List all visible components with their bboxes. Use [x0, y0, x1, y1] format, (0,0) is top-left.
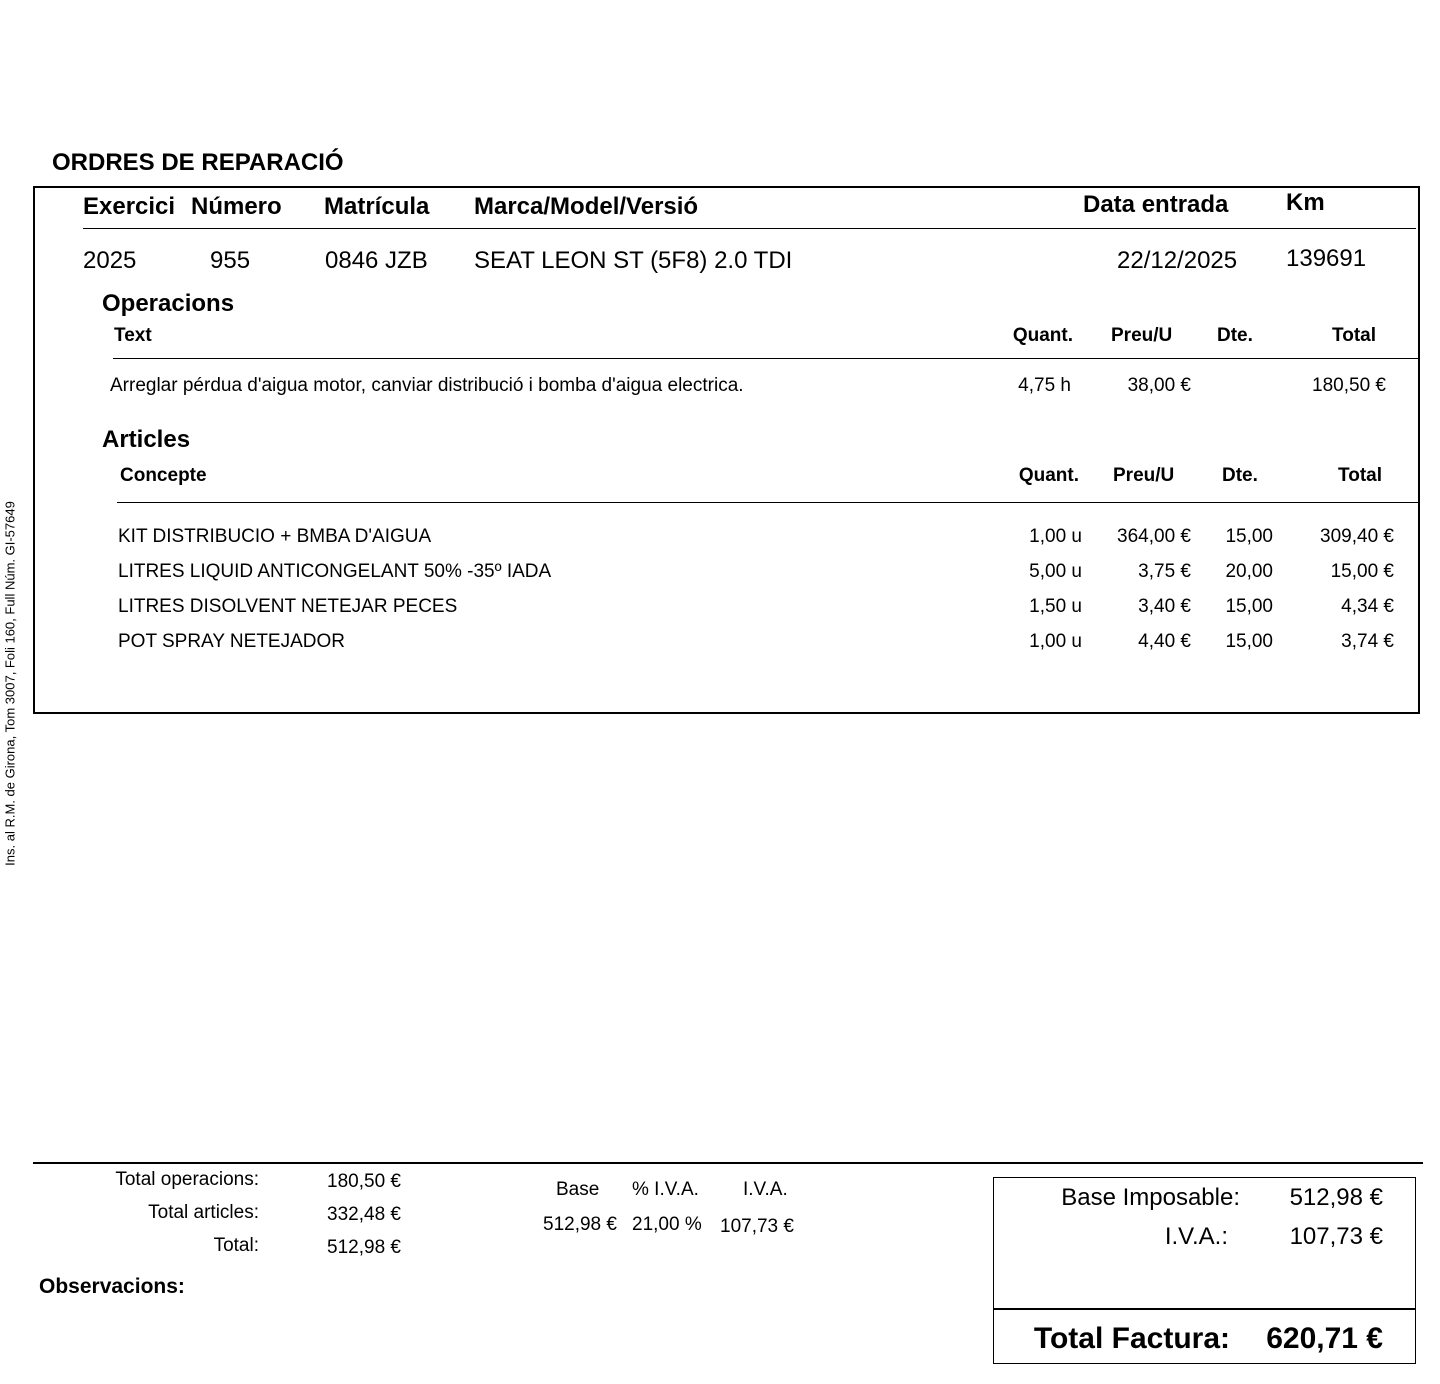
operacions-row-preu: 38,00 €: [1127, 375, 1191, 396]
vehicle-header-rule: [83, 228, 1416, 229]
total-articles-value: 332,48 €: [327, 1204, 401, 1225]
articles-title: Articles: [102, 426, 191, 453]
total-operacions-label: Total operacions:: [115, 1169, 259, 1190]
operacions-row-quant: 4,75 h: [1018, 375, 1071, 396]
iva-summary-value: 107,73 €: [1289, 1223, 1383, 1250]
article-total: 15,00 €: [1330, 561, 1394, 582]
article-concepte: KIT DISTRIBUCIO + BMBA D'AIGUA: [118, 526, 432, 547]
article-preu: 3,75 €: [1138, 561, 1191, 582]
article-preu: 364,00 €: [1117, 526, 1191, 547]
operacions-header-total: Total: [1332, 325, 1376, 346]
value-numero: 955: [210, 247, 251, 274]
article-dte: 15,00: [1225, 631, 1273, 652]
operacions-row-text: Arreglar pérdua d'aigua motor, canviar distribució i bomba d'aigua electrica.: [110, 375, 744, 396]
articles-header-concepte: Concepte: [120, 465, 207, 486]
value-marca: SEAT LEON ST (5F8) 2.0 TDI: [474, 247, 793, 274]
value-data-entrada: 22/12/2025: [1117, 247, 1238, 274]
observacions-label: Observacions:: [39, 1275, 185, 1298]
iva-value-pct: 21,00 %: [632, 1214, 702, 1235]
operacions-header-text: Text: [114, 325, 152, 346]
operacions-row-total: 180,50 €: [1312, 375, 1386, 396]
article-quant: 1,00 u: [1029, 526, 1082, 547]
articles-header-dte: Dte.: [1222, 465, 1258, 486]
total-operacions-value: 180,50 €: [327, 1171, 401, 1192]
article-concepte: LITRES LIQUID ANTICONGELANT 50% -35º IADA: [118, 561, 552, 582]
article-concepte: LITRES DISOLVENT NETEJAR PECES: [118, 596, 458, 617]
iva-summary-label: I.V.A.:: [1164, 1223, 1228, 1250]
operacions-title: Operacions: [102, 290, 235, 317]
iva-value-base: 512,98 €: [543, 1214, 617, 1235]
article-dte: 20,00: [1225, 561, 1273, 582]
base-imposable-value: 512,98 €: [1289, 1184, 1383, 1211]
total-label: Total:: [213, 1235, 259, 1256]
article-quant: 5,00 u: [1029, 561, 1082, 582]
article-total: 309,40 €: [1320, 526, 1394, 547]
base-imposable-label: Base Imposable:: [1061, 1184, 1240, 1211]
article-dte: 15,00: [1225, 596, 1273, 617]
header-data-entrada: Data entrada: [1083, 191, 1229, 218]
articles-header-total: Total: [1338, 465, 1382, 486]
iva-value-iva: 107,73 €: [720, 1216, 794, 1237]
header-marca: Marca/Model/Versió: [474, 193, 699, 220]
header-exercici: Exercici: [83, 193, 176, 220]
articles-header-preu: Preu/U: [1113, 465, 1175, 486]
article-total: 4,34 €: [1341, 596, 1394, 617]
operacions-header-quant: Quant.: [1012, 325, 1073, 346]
value-km: 139691: [1286, 245, 1367, 272]
total-factura-value: 620,71 €: [1266, 1322, 1383, 1355]
value-exercici: 2025: [83, 247, 137, 274]
operacions-header-preu: Preu/U: [1111, 325, 1173, 346]
articles-header-rule: [117, 502, 1420, 503]
value-matricula: 0846 JZB: [325, 247, 428, 274]
registry-note: Ins. al R.M. de Girona, Tom 3007, Foli 160, Full Núm. GI-57649: [2, 501, 18, 866]
header-matricula: Matrícula: [324, 193, 430, 220]
iva-header-iva: I.V.A.: [743, 1179, 788, 1200]
footer-rule: [33, 1162, 1423, 1164]
article-total: 3,74 €: [1341, 631, 1394, 652]
articles-header-quant: Quant.: [1018, 465, 1079, 486]
article-preu: 4,40 €: [1138, 631, 1191, 652]
total-articles-label: Total articles:: [148, 1202, 259, 1223]
page-title: ORDRES DE REPARACIÓ: [52, 149, 344, 176]
article-quant: 1,00 u: [1029, 631, 1082, 652]
operacions-header-dte: Dte.: [1217, 325, 1253, 346]
header-km: Km: [1286, 189, 1325, 216]
header-numero: Número: [191, 193, 282, 220]
iva-header-base: Base: [556, 1179, 600, 1200]
iva-header-pct: % I.V.A.: [632, 1179, 699, 1200]
article-concepte: POT SPRAY NETEJADOR: [118, 631, 345, 652]
total-factura-label: Total Factura:: [1033, 1322, 1230, 1355]
article-dte: 15,00: [1225, 526, 1273, 547]
article-quant: 1,50 u: [1029, 596, 1082, 617]
summary-divider: [993, 1308, 1416, 1310]
article-preu: 3,40 €: [1138, 596, 1191, 617]
operacions-header-rule: [113, 358, 1419, 359]
total-value: 512,98 €: [327, 1237, 401, 1258]
